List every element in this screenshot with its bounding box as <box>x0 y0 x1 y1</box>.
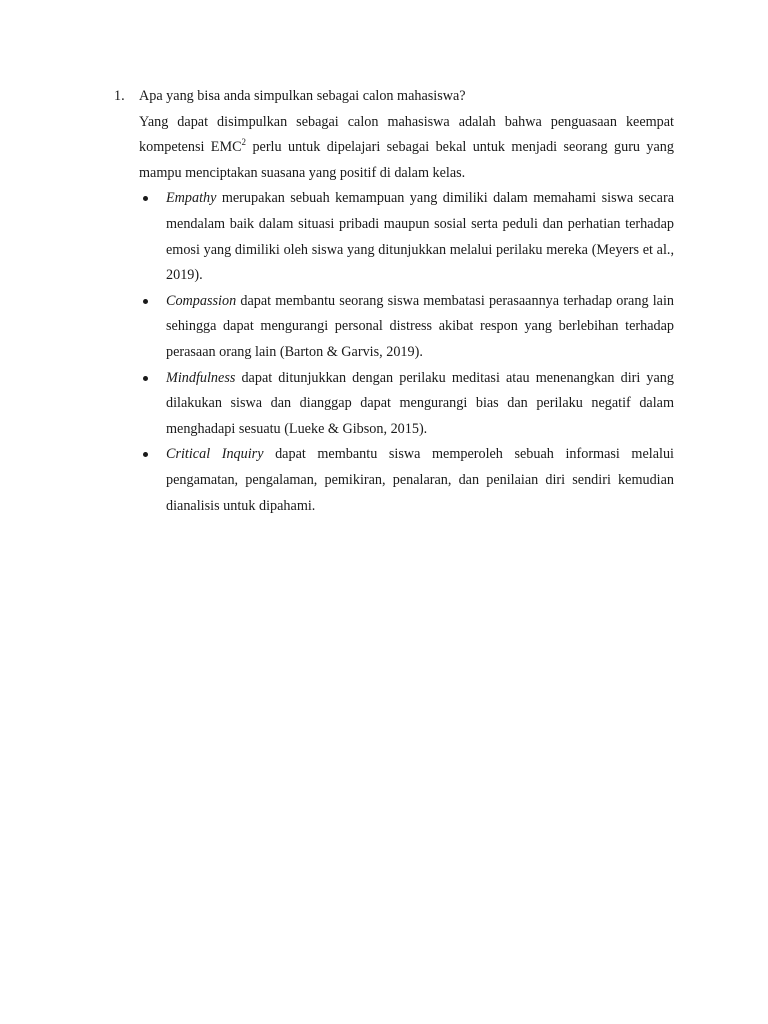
list-item-body <box>166 289 674 366</box>
question-number: 1. <box>114 88 125 104</box>
list-item-body <box>166 186 674 288</box>
answer-paragraph <box>139 110 674 187</box>
list-item <box>139 442 674 519</box>
list-item <box>139 186 674 288</box>
term-critical-inquiry: Critical Inquiry <box>166 446 264 463</box>
question-row <box>114 84 674 110</box>
question-text: Apa yang bisa anda simpulkan sebagai calon mahasiswa? <box>139 88 466 104</box>
bullet-icon <box>139 442 166 519</box>
term-empathy: Empathy <box>166 190 217 207</box>
list-item <box>139 289 674 366</box>
answer-intro-before: Yang dapat disimpulkan sebagai calon mahasiswa adalah bahwa penguasaan keempat kompetensi EMC <box>139 113 674 156</box>
list-item <box>139 366 674 443</box>
term-compassion: Compassion <box>166 292 237 309</box>
question-block <box>114 84 674 519</box>
answer-intro-after: perlu untuk dipelajari sebagai bekal untuk menjadi seorang guru yang mampu menciptakan suasana yang positif di dalam kelas. <box>139 139 674 181</box>
bullet-icon <box>139 366 166 443</box>
list-item-body <box>166 442 674 519</box>
item-text: merupakan sebuah kemampuan yang dimiliki dalam memahami siswa secara mendalam baik dalam situasi pribadi maupun sosial serta peduli dan perhatian terhadap emosi yang dimiliki oleh siswa yang ditunjukkan melalui perilaku mereka (Meyers et al., 2019). <box>166 190 674 284</box>
term-mindfulness: Mindfulness <box>166 369 236 386</box>
item-text: dapat membantu siswa memperoleh sebuah informasi melalui pengamatan, pengalaman, pemikiran, penalaran, dan penilaian diri sendiri kemudian dianalisis untuk dipahami. <box>166 446 674 514</box>
answer-superscript: 2 <box>241 137 247 148</box>
list-item-body <box>166 366 674 443</box>
bullet-icon <box>139 289 166 366</box>
competency-list <box>139 186 674 519</box>
bullet-icon <box>139 186 166 288</box>
item-text: dapat membantu seorang siswa membatasi perasaannya terhadap orang lain sehingga dapat mengurangi personal distress akibat respon yang berlebihan terhadap perasaan orang lain (Barton & Garvis, 2019). <box>166 292 674 360</box>
item-text: dapat ditunjukkan dengan perilaku meditasi atau menenangkan diri yang dilakukan siswa dan dianggap dapat mengurangi bias dan perilaku negatif dalam menghadapi sesuatu (Lueke & Gibson, 2015). <box>166 369 674 437</box>
